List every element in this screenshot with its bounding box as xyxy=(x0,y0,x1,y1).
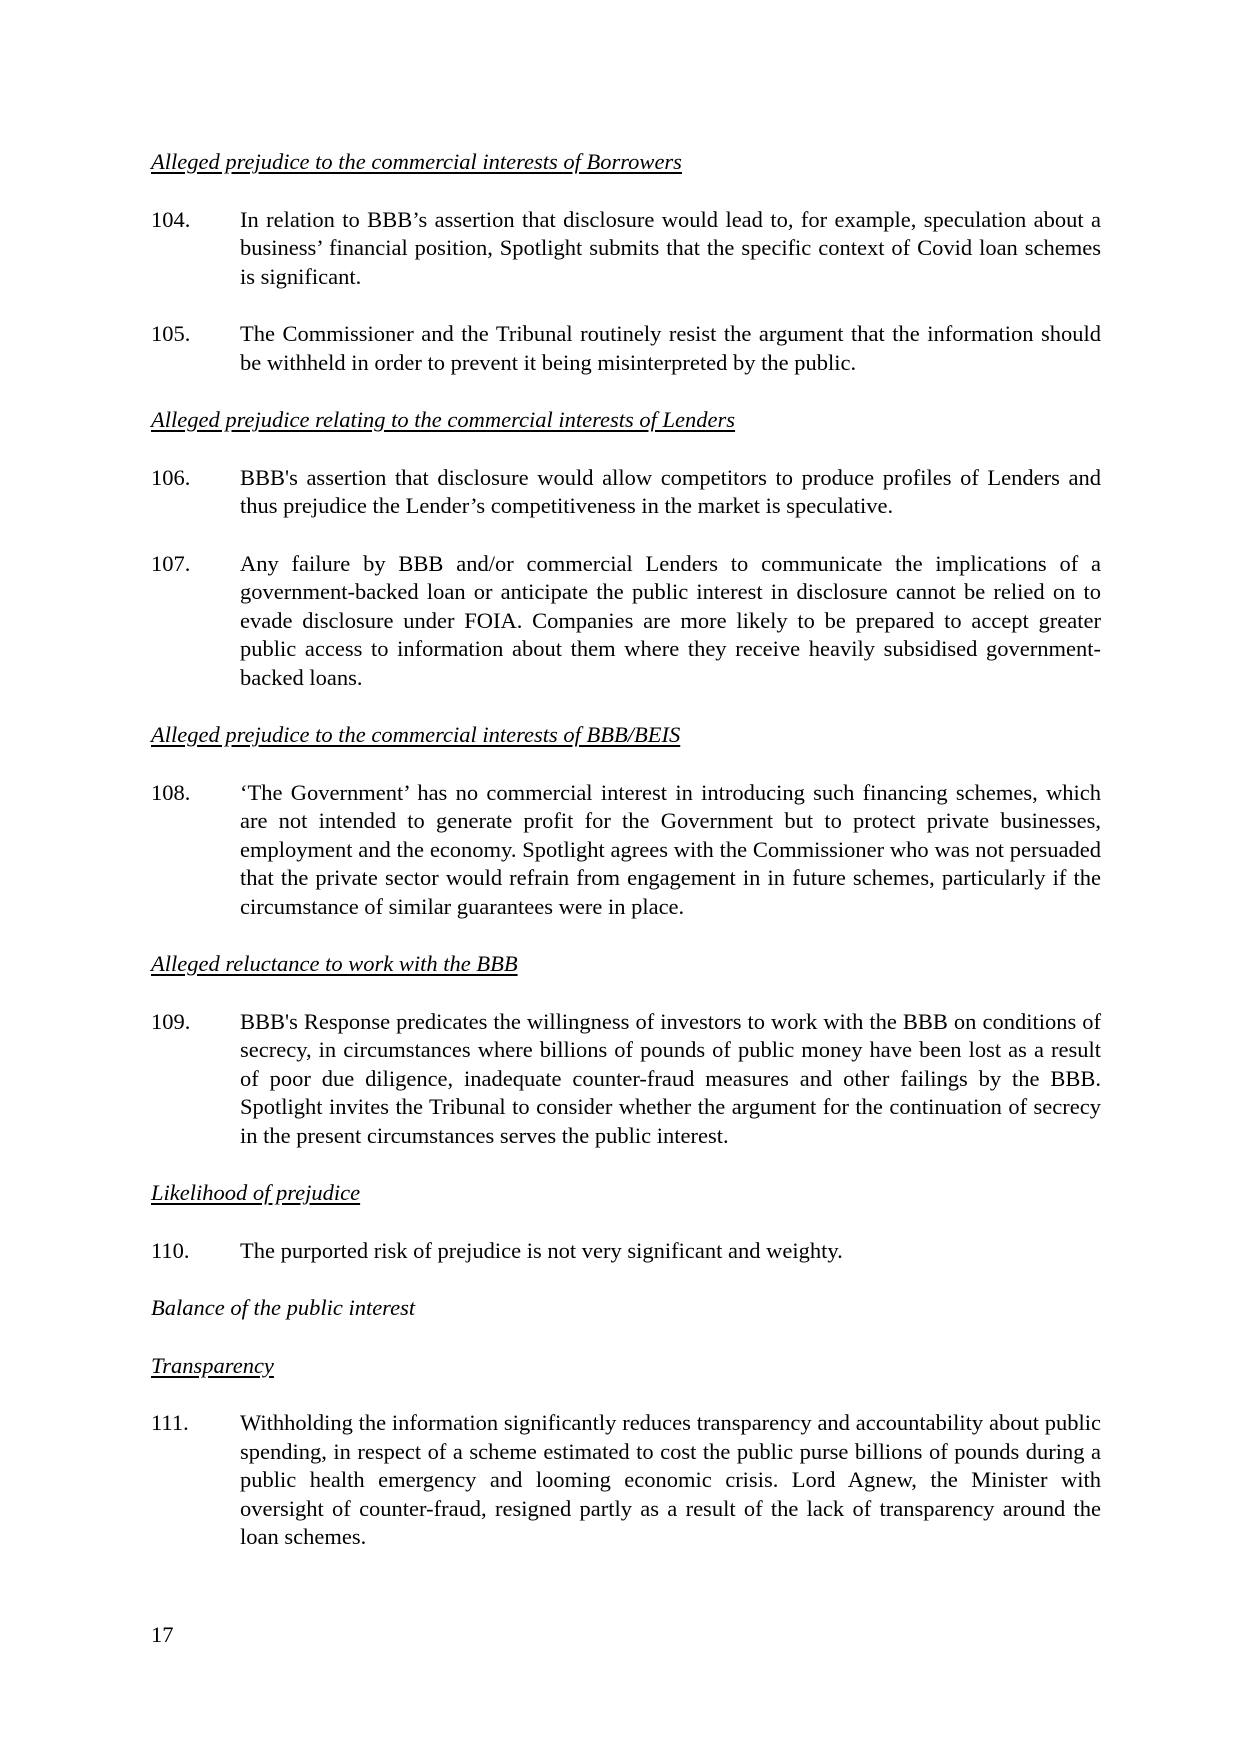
paragraph-number: 108. xyxy=(151,779,191,805)
section-heading-reluctance xyxy=(151,950,1101,979)
heading-text: Balance of the public interest xyxy=(151,1295,416,1320)
paragraph-number: 107. xyxy=(151,550,191,576)
paragraph-text: BBB's Response predicates the willingness of investors to work with the BBB on conditions of secrecy, in circumstances where billions of pounds of public money have been lost as a result of poor due diligence, inadequate counter-fraud measures and other failings by the BBB. Spotlight invites the Tribunal to consider whether the argument for the continuation of secrecy in the present circumstances serves the public interest. xyxy=(240,1008,1101,1148)
paragraph-107 xyxy=(151,550,1101,693)
paragraph-104 xyxy=(151,206,1101,292)
paragraph-111 xyxy=(151,1409,1101,1552)
page-content xyxy=(151,148,1101,1581)
paragraph-text: In relation to BBB’s assertion that disclosure would lead to, for example, speculation about a business’ financial position, Spotlight submits that the specific context of Covid loan schemes is significant. xyxy=(240,206,1101,289)
paragraph-text: Any failure by BBB and/or commercial Lenders to communicate the implications of a government-backed loan or anticipate the public interest in disclosure cannot be relied on to evade disclosure under FOIA. Companies are more likely to be prepared to accept greater public access to information about them where they receive heavily subsidised government-backed loans. xyxy=(240,550,1101,690)
paragraph-105 xyxy=(151,320,1101,377)
heading-text: Alleged reluctance to work with the BBB xyxy=(151,951,518,976)
paragraph-number: 111. xyxy=(151,1410,189,1435)
paragraph-text: The Commissioner and the Tribunal routinely resist the argument that the information should be withheld in order to prevent it being misinterpreted by the public. xyxy=(240,321,1101,375)
paragraph-number: 105. xyxy=(151,321,191,346)
paragraph-number: 109. xyxy=(151,1008,191,1034)
section-heading-likelihood xyxy=(151,1179,1101,1208)
section-heading-lenders xyxy=(151,406,1101,435)
heading-text: Alleged prejudice to the commercial interests of Borrowers xyxy=(151,149,682,174)
paragraph-text: ‘The Government’ has no commercial interest in introducing such financing schemes, which are not intended to generate profit for the Government but to protect private businesses, employment and the economy. Spotlight agrees with the Commissioner who was not persuaded that the private sector would refrain from engagement in in future schemes, particularly if the circumstance of similar guarantees were in place. xyxy=(240,779,1101,919)
section-heading-bbb-beis xyxy=(151,721,1101,750)
paragraph-text: The purported risk of prejudice is not very significant and weighty. xyxy=(240,1237,843,1263)
section-heading-transparency xyxy=(151,1352,1101,1381)
paragraph-text: BBB's assertion that disclosure would allow competitors to produce profiles of Lenders and thus prejudice the Lender’s competitiveness in the market is speculative. xyxy=(240,464,1101,518)
section-heading-balance xyxy=(151,1294,1101,1323)
heading-text: Transparency xyxy=(151,1352,274,1378)
section-heading-borrowers xyxy=(151,148,1101,177)
paragraph-110 xyxy=(151,1237,1101,1266)
heading-text: Alleged prejudice relating to the commercial interests of Lenders xyxy=(151,407,736,432)
heading-text: Likelihood of prejudice xyxy=(151,1180,361,1205)
paragraph-number: 110. xyxy=(151,1237,190,1263)
paragraph-text: Withholding the information significantly reduces transparency and accountability about public spending, in respect of a scheme estimated to cost the public purse billions of pounds during a public health emergency and looming economic crisis. Lord Agnew, the Minister with oversight of counter-fraud, resigned partly as a result of the lack of transparency around the loan schemes. xyxy=(240,1410,1101,1549)
paragraph-number: 104. xyxy=(151,206,191,232)
paragraph-108 xyxy=(151,779,1101,922)
paragraph-109 xyxy=(151,1008,1101,1151)
heading-text: Alleged prejudice to the commercial interests of BBB/BEIS xyxy=(151,722,681,747)
paragraph-number: 106. xyxy=(151,464,191,490)
page-number: 17 xyxy=(151,1622,174,1647)
paragraph-106 xyxy=(151,464,1101,521)
